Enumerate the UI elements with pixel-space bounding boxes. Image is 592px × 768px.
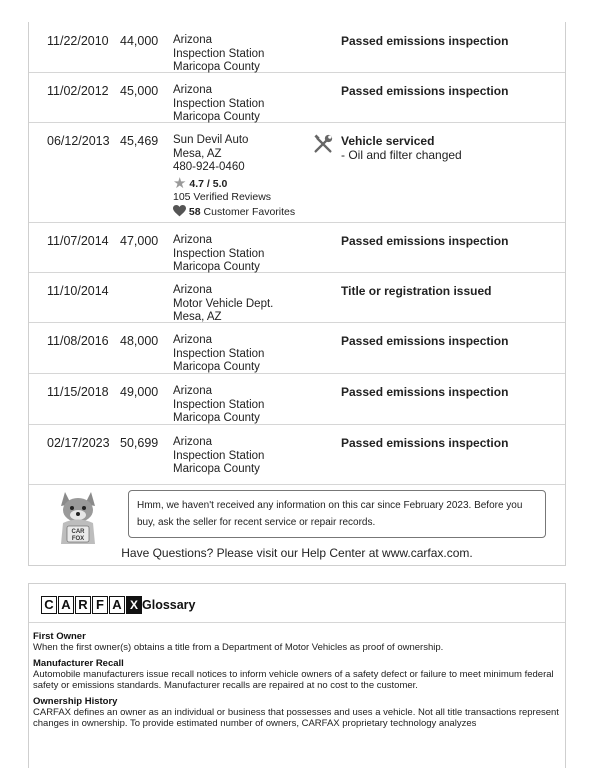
record-comment: Vehicle serviced bbox=[341, 134, 435, 148]
source-line: Arizona bbox=[173, 385, 212, 397]
record-date: 11/22/2010 bbox=[47, 34, 109, 48]
record-mileage: 44,000 bbox=[120, 34, 159, 48]
logo-letter: C bbox=[41, 596, 57, 614]
record-comment: Passed emissions inspection bbox=[341, 436, 509, 450]
record-date: 02/17/2023 bbox=[47, 436, 110, 450]
source-line: Maricopa County bbox=[173, 463, 260, 475]
table-row bbox=[29, 373, 565, 425]
logo-letter: F bbox=[92, 596, 108, 614]
record-comment: Passed emissions inspection bbox=[341, 34, 509, 48]
record-mileage: 49,000 bbox=[120, 385, 159, 399]
glossary-panel bbox=[28, 583, 566, 768]
dealer-phone: 480-924-0460 bbox=[173, 161, 245, 173]
dealer-rating[interactable] bbox=[173, 174, 295, 192]
record-source bbox=[173, 234, 264, 275]
glossary-term: First Owner bbox=[33, 631, 86, 642]
record-source bbox=[173, 284, 273, 325]
glossary-term: Ownership History bbox=[33, 696, 118, 707]
fox-message: Hmm, we haven't received any information on this car since February 2023. Before you buy, ask the seller for recent service or repair records. bbox=[128, 490, 546, 538]
wrench-screwdriver-icon bbox=[312, 133, 334, 155]
record-date: 11/08/2016 bbox=[47, 334, 109, 348]
record-source bbox=[173, 385, 264, 426]
record-date: 11/10/2014 bbox=[47, 284, 109, 298]
record-mileage: 48,000 bbox=[120, 334, 159, 348]
glossary-term: Manufacturer Recall bbox=[33, 658, 124, 669]
table-row bbox=[29, 222, 565, 273]
record-comment: Passed emissions inspection bbox=[341, 385, 509, 399]
record-source bbox=[173, 334, 264, 375]
carfax-logo bbox=[41, 596, 143, 614]
source-line: Maricopa County bbox=[173, 61, 260, 73]
star-icon: ★ bbox=[173, 174, 187, 192]
help-center-text: Have Questions? Please visit our Help Center at www.carfax.com. bbox=[121, 546, 473, 560]
glossary-title: Glossary bbox=[142, 598, 196, 612]
source-line: Arizona bbox=[173, 284, 212, 296]
record-source bbox=[173, 84, 264, 125]
source-line: Arizona bbox=[173, 334, 212, 346]
table-row bbox=[29, 72, 565, 123]
source-line: Arizona bbox=[173, 234, 212, 246]
record-comment: Passed emissions inspection bbox=[341, 84, 509, 98]
source-line: Maricopa County bbox=[173, 412, 260, 424]
source-line: Maricopa County bbox=[173, 361, 260, 373]
glossary-definition: Automobile manufacturers issue recall notices to inform vehicle owners of a safety defect or failure to meet minimum federal safety or emissions standards. Manufacturer recalls are repaired at no cost to the customer. bbox=[33, 669, 554, 691]
customer-favorites bbox=[173, 205, 295, 219]
record-source bbox=[173, 34, 264, 75]
dealer-name-link[interactable]: Sun Devil Auto bbox=[173, 134, 249, 146]
fox-message-area bbox=[29, 484, 565, 546]
logo-letter: X bbox=[126, 596, 142, 614]
favorites-label: Customer Favorites bbox=[203, 205, 296, 218]
logo-letter: A bbox=[109, 596, 125, 614]
record-mileage: 45,000 bbox=[120, 84, 159, 98]
table-row bbox=[29, 322, 565, 374]
table-row bbox=[29, 22, 565, 73]
logo-letter: R bbox=[75, 596, 91, 614]
carfox-mascot-icon bbox=[53, 488, 103, 546]
glossary-definition: CARFAX defines an owner as an individual or business that possesses and uses a vehicle. Not all title transactions represent changes in ownership. To provide estimated number of owners, CARFAX proprietary technology analyzes bbox=[33, 707, 559, 729]
source-line: Arizona bbox=[173, 436, 212, 448]
source-line: Inspection Station bbox=[173, 398, 265, 411]
verified-reviews-link[interactable]: 105 Verified Reviews bbox=[173, 190, 272, 203]
source-line: Inspection Station bbox=[173, 47, 265, 60]
logo-letter: A bbox=[58, 596, 74, 614]
record-comment: Title or registration issued bbox=[341, 284, 492, 298]
record-comment: Passed emissions inspection bbox=[341, 334, 509, 348]
record-date: 11/07/2014 bbox=[47, 234, 109, 248]
source-line: Inspection Station bbox=[173, 97, 265, 110]
record-mileage: 47,000 bbox=[120, 234, 159, 248]
record-date: 11/02/2012 bbox=[47, 84, 109, 98]
record-comment: Passed emissions inspection bbox=[341, 234, 509, 248]
source-line: Mesa, AZ bbox=[173, 147, 222, 160]
source-line: Inspection Station bbox=[173, 347, 265, 360]
source-line: Inspection Station bbox=[173, 247, 265, 260]
table-row bbox=[29, 424, 565, 485]
service-history-panel bbox=[28, 22, 566, 566]
glossary-header bbox=[29, 584, 565, 623]
svg-text:CAR: CAR bbox=[71, 529, 85, 535]
record-source bbox=[173, 436, 264, 477]
glossary-definition: When the first owner(s) obtains a title from a Department of Motor Vehicles as proof of ownership. bbox=[33, 642, 444, 653]
record-mileage: 50,699 bbox=[120, 436, 159, 450]
table-row bbox=[29, 272, 565, 323]
rating-value: 4.7 / 5.0 bbox=[189, 177, 228, 190]
record-date: 06/12/2013 bbox=[47, 134, 110, 148]
heart-icon bbox=[173, 205, 186, 217]
svg-text:FOX: FOX bbox=[71, 536, 85, 542]
record-date: 11/15/2018 bbox=[47, 385, 109, 399]
record-comment-detail: - Oil and filter changed bbox=[341, 148, 462, 162]
source-line: Mesa, AZ bbox=[173, 311, 222, 323]
source-line: Arizona bbox=[173, 34, 212, 46]
table-row bbox=[29, 122, 565, 223]
source-line: Maricopa County bbox=[173, 261, 260, 273]
record-mileage: 45,469 bbox=[120, 134, 159, 148]
record-source bbox=[173, 134, 295, 219]
source-line: Motor Vehicle Dept. bbox=[173, 297, 274, 310]
source-line: Maricopa County bbox=[173, 111, 260, 123]
source-line: Inspection Station bbox=[173, 449, 265, 462]
favorites-count: 58 bbox=[188, 205, 201, 218]
source-line: Arizona bbox=[173, 84, 212, 96]
